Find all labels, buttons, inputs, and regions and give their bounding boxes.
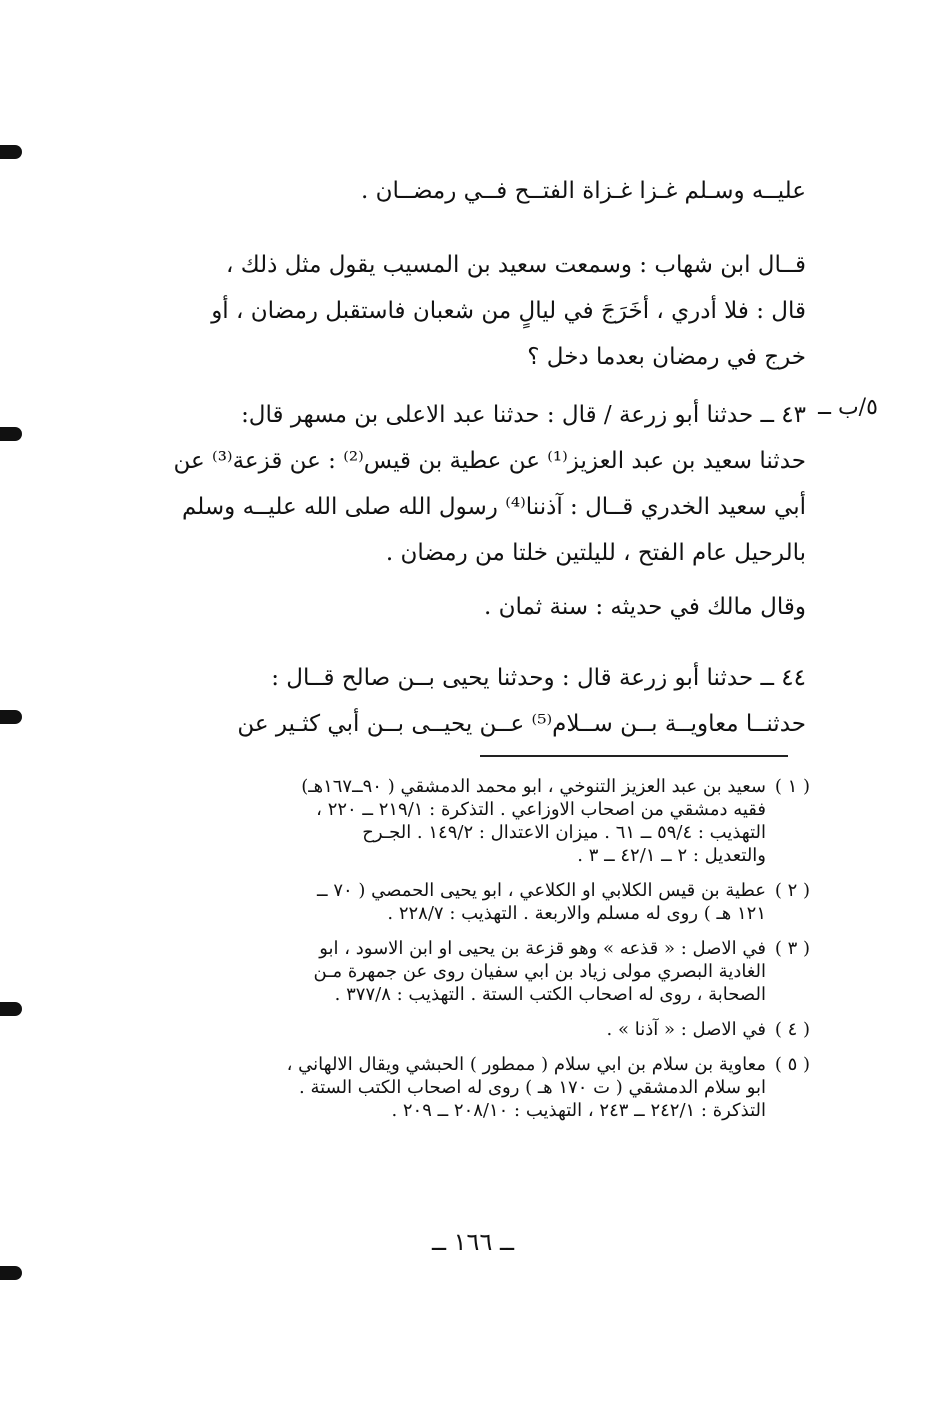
footnote-line: التهذيب : ٥٩/٤ ــ ٦١ . ميزان الاعتدال : ١٤٩/٢ . الجـرح [362,822,766,843]
footnote-number: ( ٤ ) [774,1019,810,1040]
footnote-1 [160,775,810,867]
footnote-line: معاوية بن سلام بن ابي سلام ( ممطور ) الحبشي ويقال الالهاني ، [286,1054,766,1075]
footnote-line: ١٢١ هـ ) روى له مسلم والاربعة . التهذيب : ٢٢٨/٧ . [387,903,766,924]
text-line: بالرحيل عام الفتح ، لليلتين خلتا من رمضان . [385,540,806,566]
footnote-2 [160,879,810,925]
footnote-number: ( ٥ ) [774,1054,810,1075]
text-line: ٤٣ ــ حدثنا أبو زرعة / قال : حدثنا عبد الاعلى بن مسهر قال: [241,402,806,428]
text-line: حدثنــا معاويــة بــن ســلام⁽⁵⁾ عــن يحيــى بــن أبي كثـير عن [237,711,806,737]
paragraph-hadith-43 [160,392,806,576]
scan-edge-mark [0,427,22,441]
paragraph-4 [160,584,806,630]
footnote-line: الغادية البصري مولى زياد بن ابي سفيان روى عن جمهرة مـن [313,961,766,982]
footnotes [160,775,810,1134]
footnote-line: ابو سلام الدمشقي ( ت ١٧٠ هـ ) روى له اصحاب الكتب الستة . [299,1077,766,1098]
text-line: خرج في رمضان بعدما دخل ؟ [527,344,806,370]
footnote-4 [160,1018,810,1041]
text-line: قال : فلا أدري ، أخَرَجَ في ليالٍ من شعبان فاستقبل رمضان ، أو [211,298,806,324]
footnote-3 [160,937,810,1006]
footnote-line: عطية بن قيس الكلابي او الكلاعي ، ابو يحيى الحمصي ( ٧٠ ــ [317,880,766,901]
footnote-line: والتعديل : ٢ ــ ٤٢/١ ــ ٣ . [577,845,766,866]
footnote-separator [480,755,788,757]
text-line: قــال ابن شهاب : وسمعت سعيد بن المسيب يقول مثل ذلك ، [226,252,806,278]
paragraph-2 [160,242,806,380]
margin-folio-note: ٥/ب ــ [818,395,878,420]
text-line: ٤٤ ــ حدثنا أبو زرعة قال : وحدثنا يحيى بــن صالح قــال : [271,665,806,691]
footnote-number: ( ١ ) [774,776,810,797]
text-line: وقال مالك في حديثه : سنة ثمان . [483,594,806,620]
footnote-line: الصحابة ، روى له اصحاب الكتب الستة . التهذيب : ٣٧٧/٨ . [334,984,766,1005]
footnote-line: التذكرة : ٢٤٢/١ ــ ٢٤٣ ، التهذيب : ٢٠٨/١٠ ــ ٢٠٩ . [391,1100,766,1121]
text-line: أبي سعيد الخدري قــال : آذننا⁽⁴⁾ رسول الله صلى الله عليــه وسلم [181,494,806,520]
scan-edge-mark [0,145,22,159]
footnote-line: في الاصل : « قذعه » وهو قزعة بن يحيى او ابن الاسود ، ابو [319,938,766,959]
footnote-5 [160,1053,810,1122]
footnote-number: ( ٣ ) [774,938,810,959]
footnote-line: في الاصل : « آذنا » . [606,1019,766,1040]
text-line: حدثنا سعيد بن عبد العزيز⁽¹⁾ عن عطية بن قيس⁽²⁾ : عن قزعة⁽³⁾ عن [173,448,806,474]
paragraph-hadith-44 [160,655,806,747]
footnote-line: سعيد بن عبد العزيز التنوخي ، ابو محمد الدمشقي ( ٩٠ــ١٦٧هـ) [301,776,766,797]
scan-edge-mark [0,1266,22,1280]
footnote-number: ( ٢ ) [774,880,810,901]
scan-edge-mark [0,1002,22,1016]
paragraph-1 [160,168,806,214]
scan-edge-mark [0,710,22,724]
text-line: عليــه وسـلم غـزا غـزاة الفتــح فــي رمضــان . [360,178,806,204]
footnote-line: فقيه دمشقي من اصحاب الاوزاعي . التذكرة : ٢١٩/١ ــ ٢٢٠ ، [316,799,766,820]
page-number: ــ ١٦٦ ــ [431,1228,515,1256]
